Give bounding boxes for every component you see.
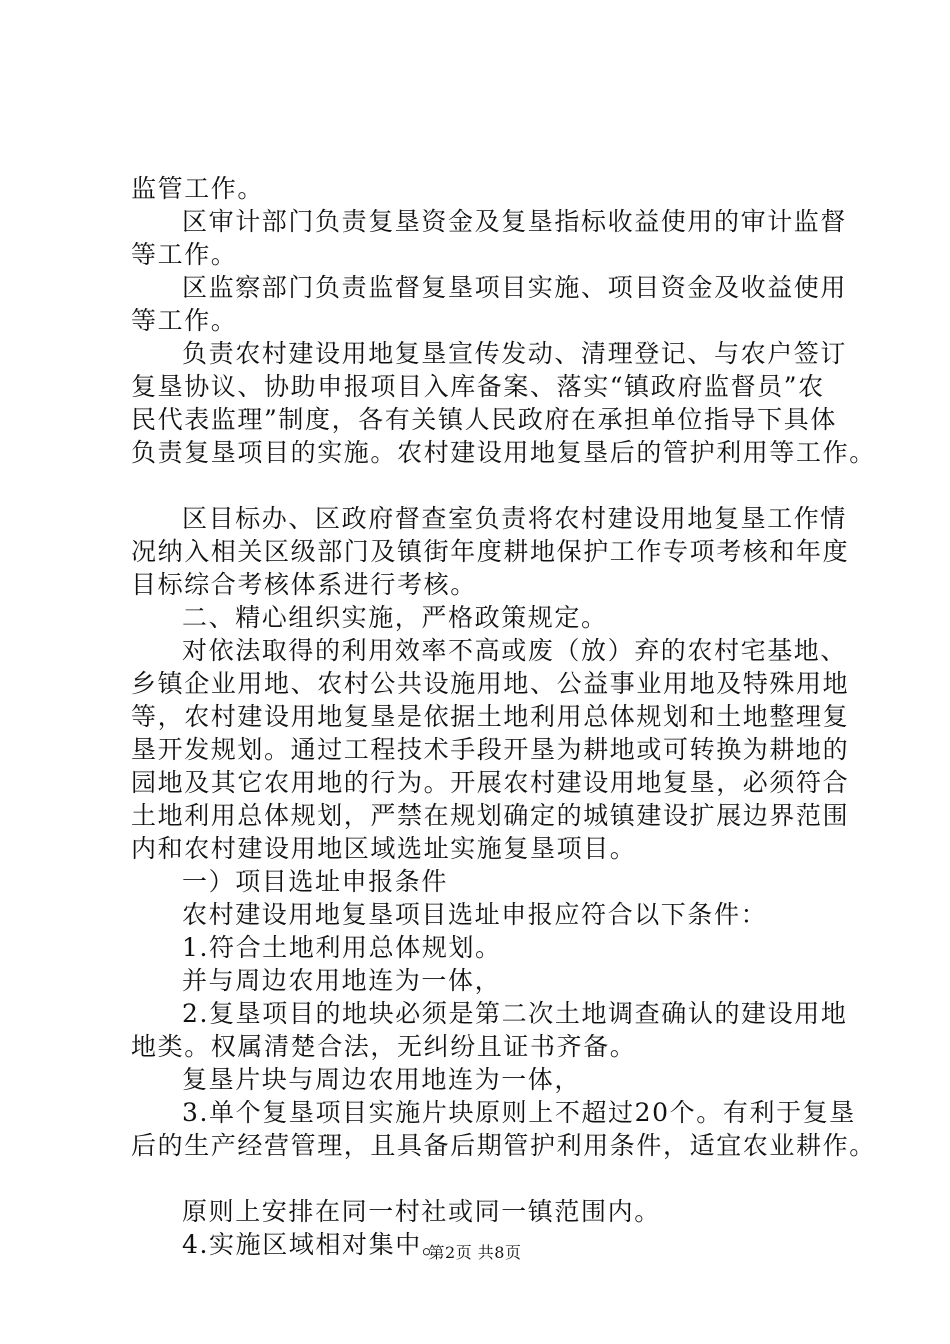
paragraph-line: 区目标办、区政府督查室负责将农村建设用地复垦工作情 [182,504,848,533]
subsection-heading: 一）项目选址申报条件 [182,867,449,896]
list-item: 4.实施区域相对集中。 [182,1230,449,1259]
paragraph-line: 况纳入相关区级部门及镇街年度耕地保护工作专项考核和年度 [131,537,850,566]
page-number-footer: 第2页 共8页 [428,1243,522,1262]
paragraph-line: 等，农村建设用地复垦是依据土地利用总体规划和土地整理复 [131,702,850,731]
list-item: 1.符合土地利用总体规划。 [182,933,502,962]
paragraph-line: 负责农村建设用地复垦宣传发动、清理登记、与农户签订 [182,339,848,368]
paragraph-line: 区监察部门负责监督复垦项目实施、项目资金及收益使用 [182,273,848,302]
paragraph-line: 民代表监理”制度，各有关镇人民政府在承担单位指导下具体 [131,405,837,434]
paragraph-line: 园地及其它农用地的行为。开展农村建设用地复垦，必须符合 [131,768,850,797]
paragraph-line: 土地利用总体规划，严禁在规划确定的城镇建设扩展边界范围 [131,801,850,830]
list-item: 3.单个复垦项目实施片块原则上不超过20个。有利于复垦 [182,1098,856,1127]
paragraph-line: 地类。权属清楚合法，无纠纷且证书齐备。 [131,1032,637,1061]
paragraph-gap [131,469,851,502]
paragraph-line: 垦开发规划。通过工程技术手段开垦为耕地或可转换为耕地的 [131,735,850,764]
paragraph-line: 负责复垦项目的实施。农村建设用地复垦后的管护利用等工作。 [131,438,876,467]
paragraph-gap [131,1162,851,1195]
list-item: 2.复垦项目的地块必须是第二次土地调查确认的建设用地 [182,999,848,1028]
paragraph-line: 复垦片块与周边农用地连为一体， [182,1065,582,1094]
paragraph-line: 后的生产经营管理，且具备后期管护利用条件，适宜农业耕作。 [131,1131,876,1160]
document-body [131,172,876,1261]
paragraph-line: 内和农村建设用地区域选址实施复垦项目。 [131,834,637,863]
paragraph-line: 等工作。 [131,306,238,335]
paragraph-line: 原则上安排在同一村社或同一镇范围内。 [182,1197,661,1226]
paragraph-line: 乡镇企业用地、农村公共设施用地、公益事业用地及特殊用地 [131,669,850,698]
paragraph-line: 对依法取得的利用效率不高或废（放）弃的农村宅基地、 [182,636,848,665]
paragraph-line: 监管工作。 [131,174,265,203]
section-heading: 二、精心组织实施，严格政策规定。 [182,603,608,632]
paragraph-line: 区审计部门负责复垦资金及复垦指标收益使用的审计监督 [182,207,848,236]
paragraph-line: 农村建设用地复垦项目选址申报应符合以下条件： [182,900,768,929]
paragraph-line: 并与周边农用地连为一体， [182,966,502,995]
paragraph-line: 等工作。 [131,240,238,269]
paragraph-line: 目标综合考核体系进行考核。 [131,570,477,599]
paragraph-line: 复垦协议、协助申报项目入库备案、落实“镇政府监督员”农 [131,372,825,401]
